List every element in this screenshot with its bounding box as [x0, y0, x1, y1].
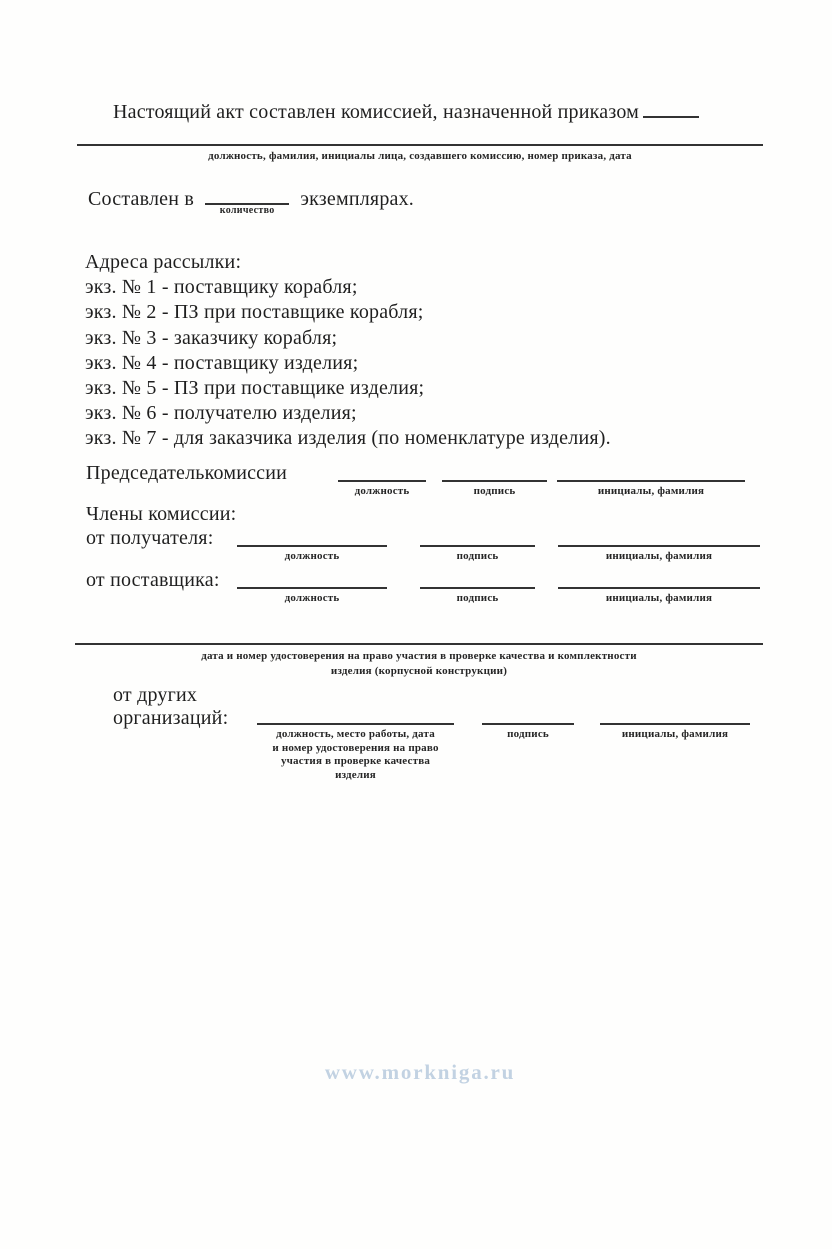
- supplier-label: от поставщика:: [86, 569, 220, 591]
- supplier-initials-field: [558, 587, 760, 604]
- chairman-signature-field: [442, 480, 547, 497]
- distribution-item: экз. № 7 - для заказчика изделия (по номенклатуре изделия).: [85, 427, 611, 450]
- position-caption: должность: [354, 485, 410, 497]
- other-org-signature-field: [482, 723, 574, 740]
- initials-caption: инициалы, фамилия: [597, 485, 705, 497]
- chairman-initials-field: [557, 480, 745, 497]
- position-caption: должность: [284, 550, 340, 562]
- intro-text: Настоящий акт составлен комиссией, назначенной приказом: [113, 101, 639, 123]
- signature-caption: подпись: [507, 728, 549, 740]
- supplier-signature-field: [420, 587, 535, 604]
- site-watermark: [4, 1060, 832, 1085]
- distribution-title: Адреса рассылки:: [85, 251, 242, 273]
- copies-blank-caption: количество: [219, 205, 275, 216]
- other-org-position-caption: должность, место работы, дата: [276, 728, 435, 740]
- copies-suffix: экземплярах.: [300, 188, 415, 210]
- members-label: Члены комиссии:: [86, 503, 237, 525]
- distribution-item: экз. № 1 - поставщику корабля;: [85, 276, 358, 299]
- signature-caption: подпись: [473, 485, 516, 497]
- certificate-fill-line: [75, 643, 763, 645]
- other-org-position-caption: и номер удостоверения на право: [272, 741, 439, 754]
- initials-caption: инициалы, фамилия: [621, 728, 729, 740]
- other-org-position-caption: участия в проверке качества: [280, 755, 431, 767]
- receiver-label: от получателя:: [86, 527, 214, 549]
- supplier-position-field: [237, 587, 387, 604]
- initials-caption: инициалы, фамилия: [605, 550, 713, 562]
- distribution-item: экз. № 4 - поставщику изделия;: [85, 351, 359, 374]
- signature-caption: подпись: [456, 550, 499, 562]
- position-caption: должность: [284, 592, 340, 604]
- copies-count-blank: [205, 191, 289, 205]
- other-org-label-line1: от других: [113, 684, 198, 706]
- signature-caption: подпись: [456, 592, 499, 604]
- distribution-item: экз. № 5 - ПЗ при поставщике изделия;: [85, 377, 425, 400]
- distribution-item: экз. № 6 - получателю изделия;: [85, 402, 357, 425]
- other-org-position-field: [257, 723, 454, 782]
- order-details-fill-line: [77, 144, 763, 146]
- certificate-caption-line1: дата и номер удостоверения на право участия в проверке качества и комплектности: [201, 650, 637, 662]
- distribution-item: экз. № 2 - ПЗ при поставщике корабля;: [85, 301, 424, 324]
- initials-caption: инициалы, фамилия: [605, 592, 713, 604]
- other-org-label-line2: организаций:: [113, 707, 229, 729]
- receiver-position-field: [237, 545, 387, 562]
- receiver-signature-field: [420, 545, 535, 562]
- intro-paragraph: [113, 101, 699, 124]
- order-number-blank: [643, 104, 699, 118]
- receiver-initials-field: [558, 545, 760, 562]
- watermark-text: www.morkniga.ru: [324, 1060, 516, 1084]
- other-org-position-caption: изделия: [335, 768, 376, 781]
- distribution-block: [85, 250, 611, 452]
- copies-prefix: Составлен в: [88, 188, 194, 210]
- order-details-caption: должность, фамилия, инициалы лица, создавшего комиссию, номер приказа, дата: [208, 150, 632, 162]
- chairman-label: Председателькомиссии: [86, 462, 288, 484]
- other-org-initials-field: [600, 723, 750, 740]
- chairman-position-field: [338, 480, 426, 497]
- certificate-caption-line2: изделия (корпусной конструкции): [330, 665, 508, 677]
- copies-blank-wrap: [205, 188, 289, 216]
- distribution-item: экз. № 3 - заказчику корабля;: [85, 326, 338, 349]
- copies-line: [88, 188, 415, 216]
